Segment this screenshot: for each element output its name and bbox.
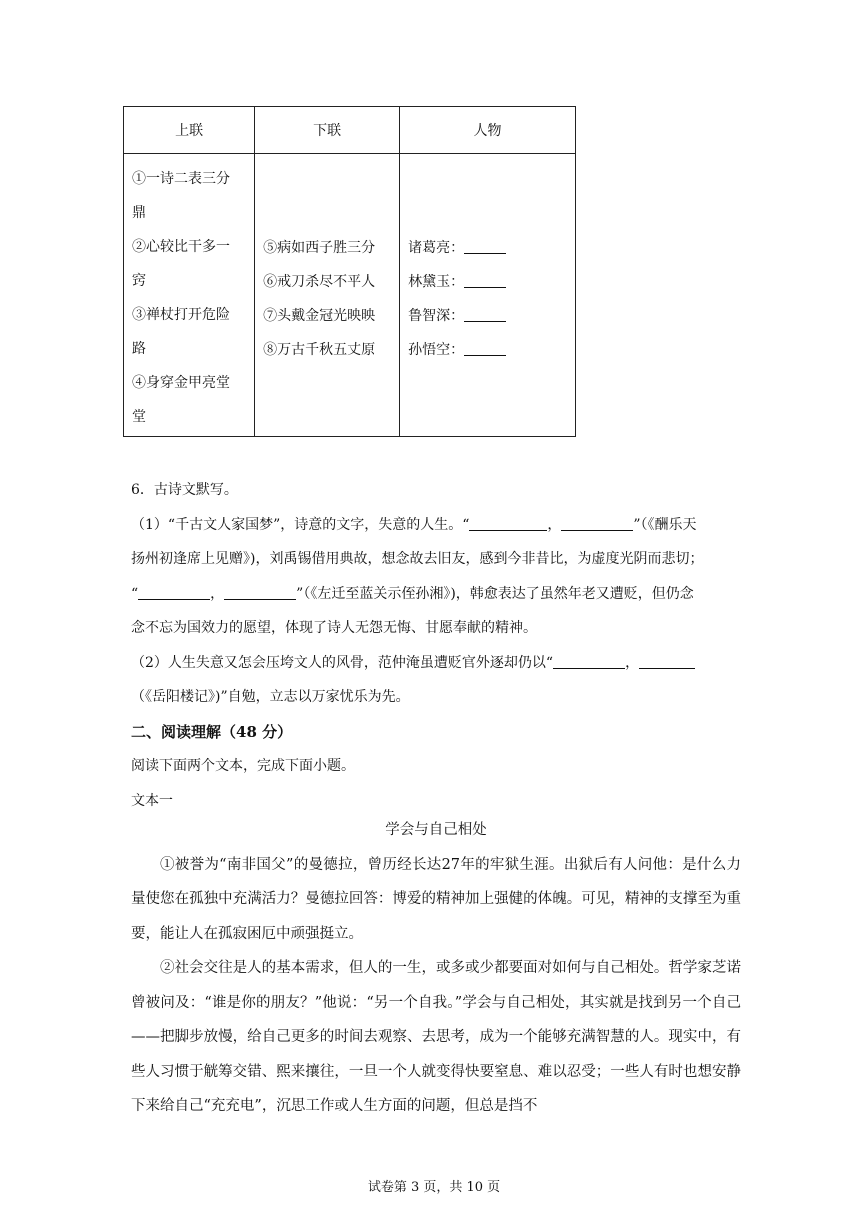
question-line: 扬州初逢席上见赠》)，刘禹锡借用典故，想念故去旧友，感到今非昔比，为虚度光阴而悲切； [131, 551, 704, 567]
answer-blank[interactable] [464, 307, 506, 322]
answer-blank[interactable] [464, 273, 506, 288]
page-footer: 试卷第 3 页，共 10 页 [367, 1180, 501, 1195]
question-line: （1）“千古文人家国梦”，诗意的文字，失意的人生。“ ， ”（《酬乐天 [131, 516, 697, 533]
answer-blank[interactable] [224, 585, 296, 600]
article-paragraph: ②社会交往是人的基本需求，但人的一生，或多或少都要面对如何与自己相处。哲学家芝诺曾被问及：“谁是你的朋友？”他说：“另一个自我。”学会与自己相处，其实就是找到另一个自己——把脚步放慢，给自己更多的时间去观察、去思考，成为一个能够充满智慧的人。现实中，有些人习惯于觥筹交错、熙来攘往，一旦一个人就变得快要窒息、难以忍受；一些人有时也想安静下来给自己“充充电”，沉思工作或人生方面的问题，但总是挡不 [131, 960, 741, 1114]
question-title: 6．古诗文默写。 [131, 482, 238, 498]
upper-line: 堂 [132, 409, 146, 425]
lower-line: ⑧万古千秋五丈原 [263, 342, 376, 358]
answer-blank[interactable] [639, 654, 695, 669]
person-cell [400, 154, 576, 437]
upper-line: 路 [132, 341, 146, 357]
question-line: “ ， ”（《左迁至蓝关示侄孙湘》)，韩愈表达了虽然年老又遭贬，但仍念 [131, 585, 694, 602]
question-6 [131, 473, 741, 818]
upper-line: ③禅杖打开危险 [132, 307, 230, 323]
header-upper: 上联 [124, 107, 255, 154]
lower-line: ⑥戒刀杀尽不平人 [263, 274, 376, 290]
upper-cell [124, 154, 255, 437]
question-line: （《岳阳楼记》)”自勉，立志以万家忧乐为先。 [131, 689, 410, 705]
person-name: 鲁智深： [408, 308, 465, 324]
lower-line: ⑤病如西子胜三分 [263, 240, 376, 256]
article-title: 学会与自己相处 [385, 822, 487, 838]
lower-line: ⑦头戴金冠光映映 [263, 308, 376, 324]
text-label: 文本一 [131, 792, 173, 809]
header-person: 人物 [400, 107, 576, 154]
answer-blank[interactable] [138, 585, 210, 600]
answer-blank[interactable] [464, 341, 506, 356]
table-body-row [124, 154, 576, 437]
person-line [408, 299, 567, 333]
header-lower: 下联 [255, 107, 400, 154]
person-name: 诸葛亮： [408, 240, 465, 256]
answer-blank[interactable] [464, 239, 506, 254]
upper-line: 窍 [132, 273, 146, 289]
person-line [408, 333, 567, 367]
answer-blank[interactable] [469, 516, 547, 531]
upper-line: 鼎 [132, 205, 146, 221]
upper-line: ④身穿金甲亮堂 [132, 375, 230, 391]
answer-blank[interactable] [553, 654, 625, 669]
person-line [408, 265, 567, 299]
upper-line: ②心较比干多一 [132, 239, 230, 255]
question-line: 念不忘为国效力的愿望，体现了诗人无怨无悔、甘愿奉献的精神。 [131, 620, 537, 636]
article-paragraph: ①被誉为“南非国父”的曼德拉，曾历经长达27年的牢狱生涯。出狱后有人问他：是什么力量使您在孤独中充满活力？曼德拉回答：博爱的精神加上强健的体魄。可见，精神的支撑至为重要，能让人在孤寂困厄中顽强挺立。 [131, 856, 741, 942]
table-header-row [124, 107, 576, 154]
upper-line: ①一诗二表三分 [132, 171, 230, 187]
person-line [408, 231, 567, 265]
lower-cell [255, 154, 400, 437]
answer-blank[interactable] [561, 516, 633, 531]
person-name: 孙悟空： [408, 342, 465, 358]
section-intro: 阅读下面两个文本，完成下面小题。 [131, 758, 355, 774]
person-name: 林黛玉： [408, 274, 465, 290]
article [131, 813, 741, 1124]
couplet-table [123, 106, 576, 437]
section-heading: 二、阅读理解（48 分） [131, 722, 293, 741]
question-line: （2）人生失意又怎会压垮文人的风骨，范仲淹虽遭贬官外逐却仍以“ ， [131, 646, 741, 681]
